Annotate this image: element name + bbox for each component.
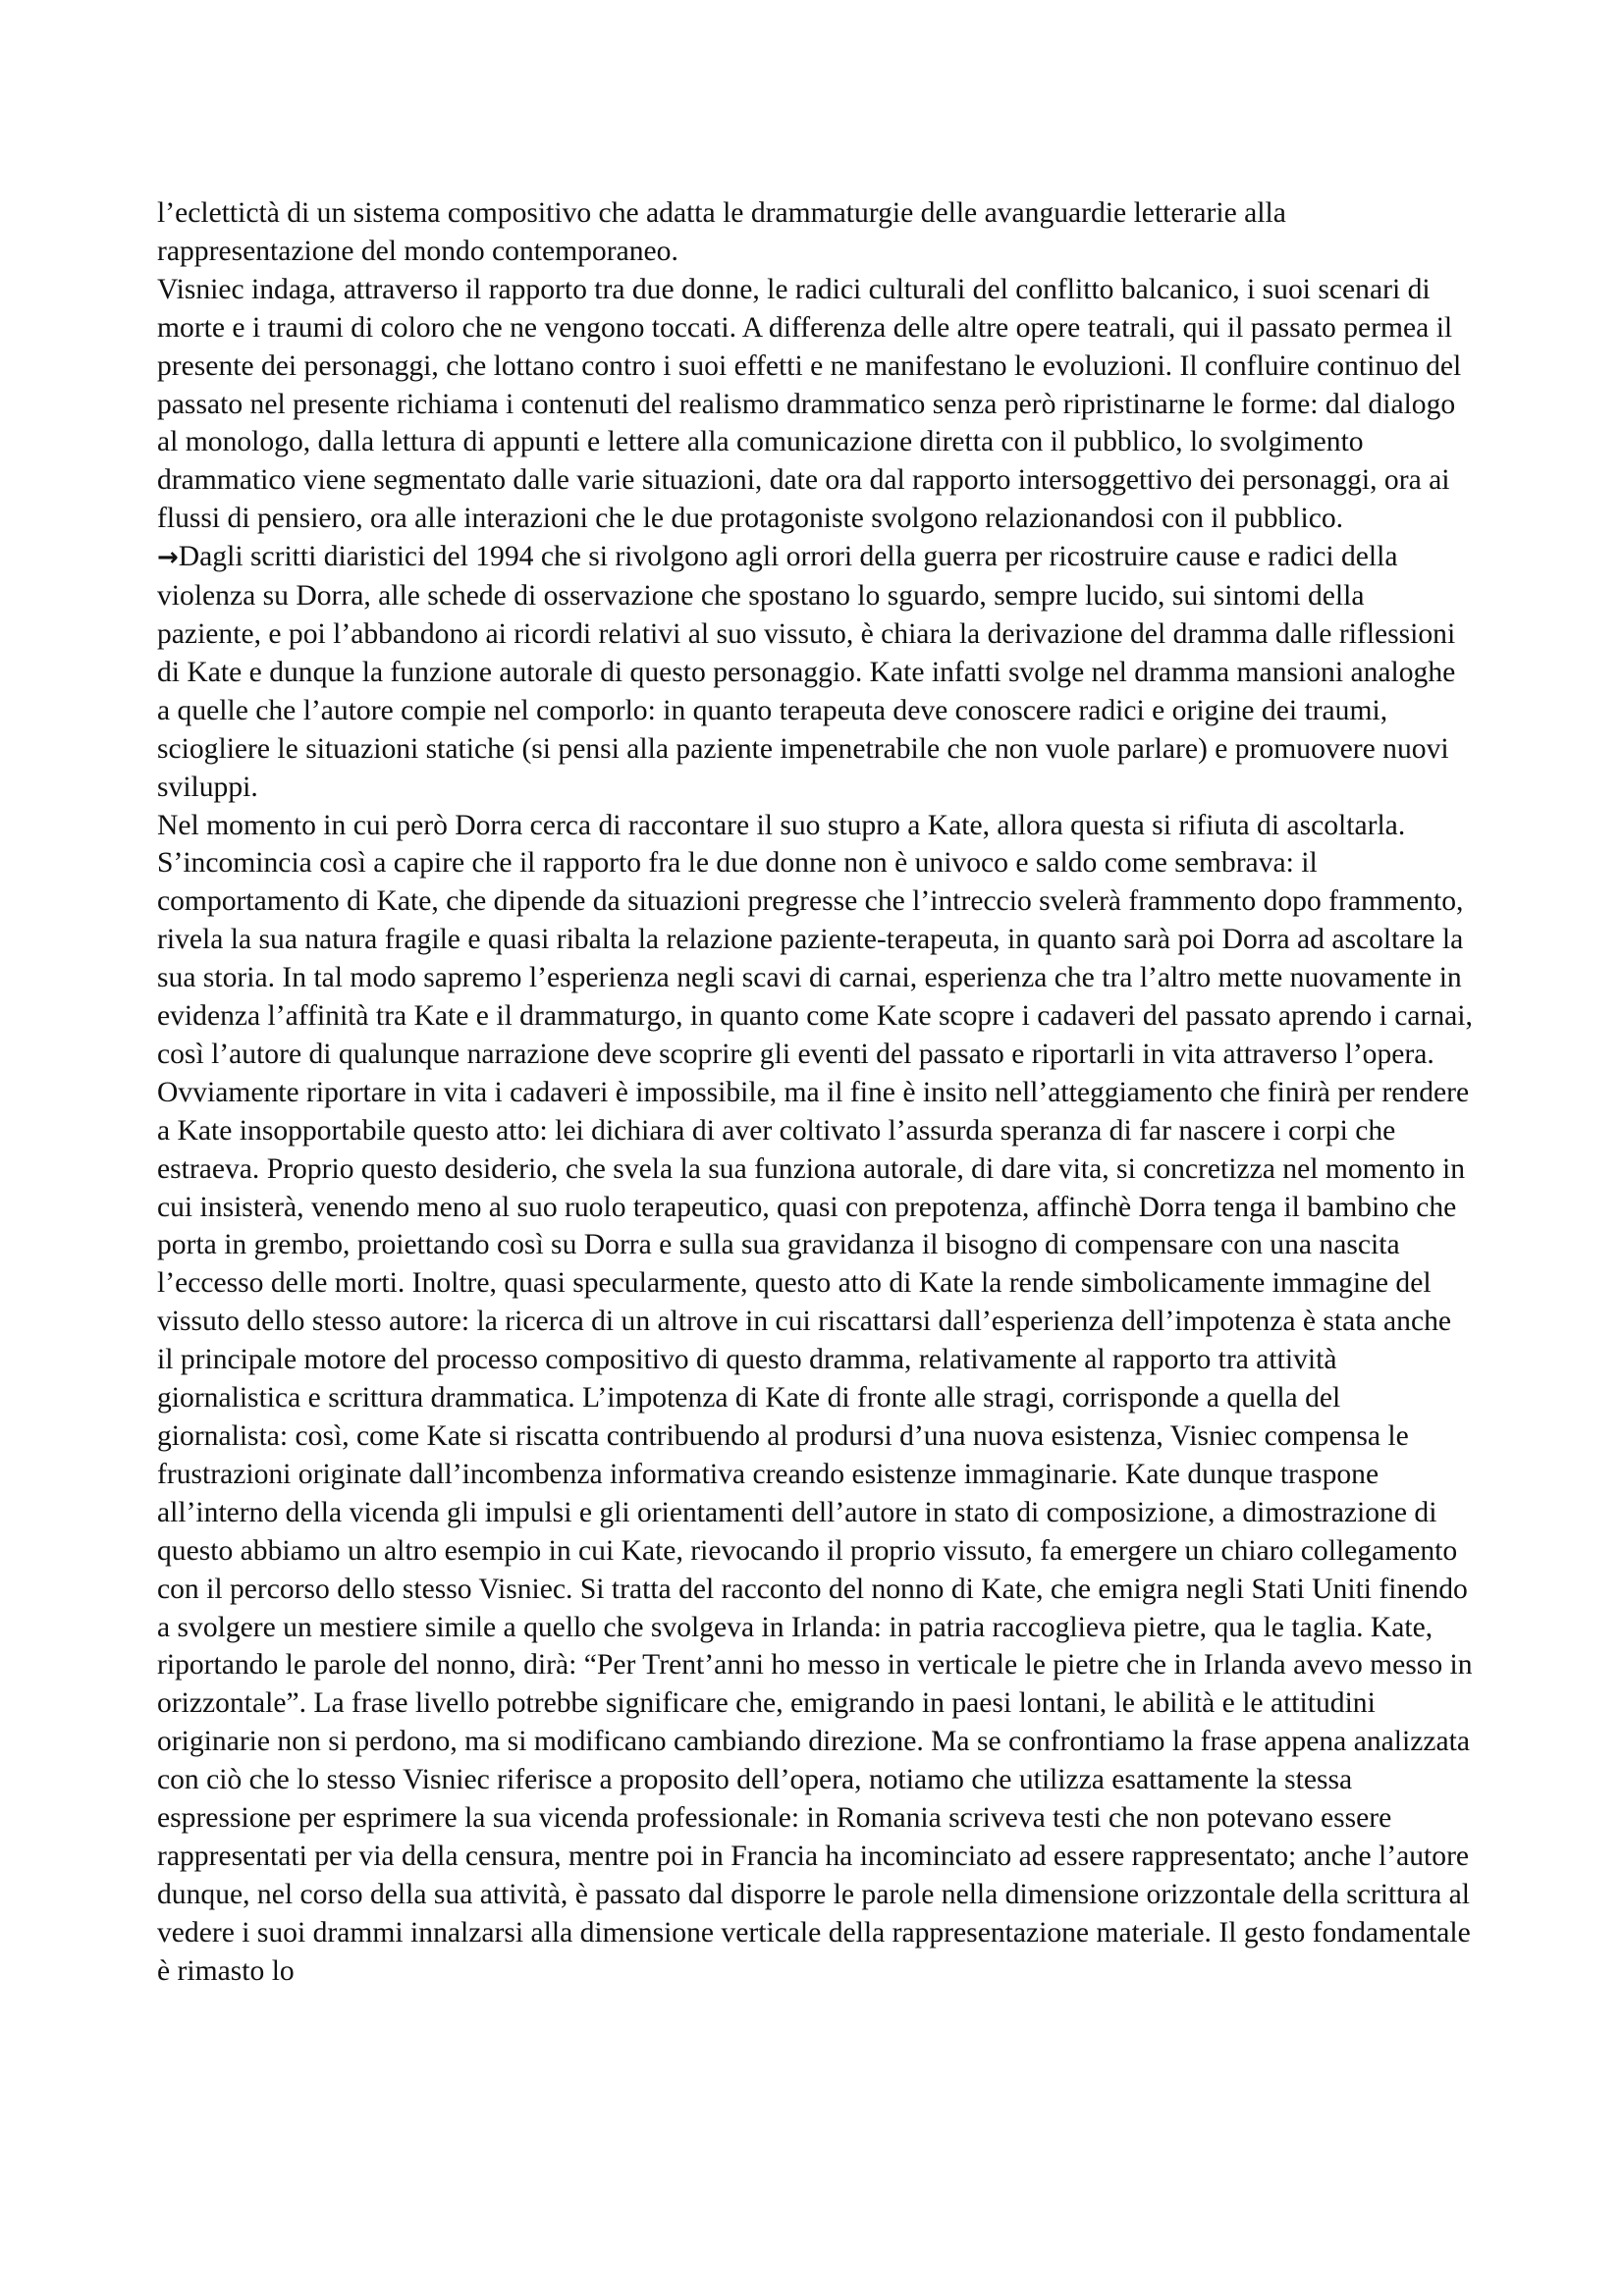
paragraph-2: [157, 271, 1473, 538]
paragraph-text: Visniec indaga, attraverso il rapporto tra due donne, le radici culturali del conflitto balcanico, i suoi scenari di morte e i traumi di coloro che ne vengono toccati. A differenza delle altre opere teatrali, qui il passato permea il presente dei personaggi, che lottano contro i suoi effetti e ne manifestano le evoluzioni. Il confluire continuo del passato nel presente richiama i contenuti del realismo drammatico senza però ripristinarne le forme: dal dialogo al monologo, dalla lettura di appunti e lettere alla comunicazione diretta con il pubblico, lo svolgimento drammatico viene segmentato dalle varie situazioni, date ora dal rapporto intersoggettivo dei personaggi, ora ai flussi di pensiero, ora alle interazioni che le due protagoniste svolgono relazionandosi con il pubblico.: [157, 273, 1462, 535]
paragraph-4: [157, 807, 1473, 1991]
paragraph-text: l’eclettictà di un sistema compositivo che adatta le drammaturgie delle avanguardie letterarie alla rappresentazione del mondo contemporaneo.: [157, 197, 1286, 267]
paragraph-3: [157, 538, 1473, 806]
paragraph-text: Nel momento in cui però Dorra cerca di raccontare il suo stupro a Kate, allora questa si rifiuta di ascoltarla. S’incomincia così a capire che il rapporto fra le due donne non è univoco e saldo come sembrava: il comportamento di Kate, che dipende da situazioni pregresse che l’intreccio svelerà frammento dopo frammento, rivela la sua natura fragile e quasi ribalta la relazione paziente-terapeuta, in quanto sarà poi Dorra ad ascoltare la sua storia. In tal modo sapremo l’esperienza negli scavi di carnai, esperienza che tra l’altro mette nuovamente in evidenza l’affinità tra Kate e il drammaturgo, in quanto come Kate scopre i cadaveri del passato aprendo i carnai, così l’autore di qualunque narrazione deve scoprire gli eventi del passato e riportarli in vita attraverso l’opera. Ovviamente riportare in vita i cadaveri è impossibile, ma il fine è insito nell’atteggiamento che finirà per rendere a Kate insopportabile questo atto: lei dichiara di aver coltivato l’assurda speranza di far nascere i corpi che estraeva. Proprio questo desiderio, che svela la sua funziona autorale, di dare vita, si concretizza nel momento in cui insisterà, venendo meno al suo ruolo terapeutico, quasi con prepotenza, affinchè Dorra tenga il bambino che porta in grembo, proiettando così su Dorra e sulla sua gravidanza il bisogno di compensare con una nascita l’eccesso delle morti. Inoltre, quasi specularmente, questo atto di Kate la rende simbolicamente immagine del vissuto dello stesso autore: la ricerca di un altrove in cui riscattarsi dall’esperienza dell’impotenza è stata anche il principale motore del processo compositivo di questo dramma, relativamente al rapporto tra attività giornalistica e scrittura drammatica. L’impotenza di Kate di fronte alle stragi, corrisponde a quella del giornalista: così, come Kate si riscatta contribuendo al prodursi d’una nuova esistenza, Visniec compensa le frustrazioni originate dall’incombenza informativa creando esistenze immaginarie. Kate dunque traspone all’interno della vicenda gli impulsi e gli orientamenti dell’autore in stato di composizione, a dimostrazione di questo abbiamo un altro esempio in cui Kate, rievocando il proprio vissuto, fa emergere un chiaro collegamento con il percorso dello stesso Visniec. Si tratta del racconto del nonno di Kate, che emigra negli Stati Uniti finendo a svolgere un mestiere simile a quello che svolgeva in Irlanda: in patria raccoglieva pietre, qua le taglia. Kate, riportando le parole del nonno, dirà: “Per Trent’anni ho messo in verticale le pietre che in Irlanda avevo messo in orizzontale”. La frase livello potrebbe significare che, emigrando in paesi lontani, le abilità e le attitudini originarie non si perdono, ma si modificano cambiando direzione. Ma se confrontiamo la frase appena analizzata con ciò che lo stesso Visniec riferisce a proposito dell’opera, notiamo che utilizza esattamente la stessa espressione per esprimere la sua vicenda professionale: in Romania scriveva testi che non potevano essere rappresentati per via della censura, mentre poi in Francia ha incominciato ad essere rappresentato; anche l’autore dunque, nel corso della sua attività, è passato dal disporre le parole nella dimensione orizzontale della scrittura al vedere i suoi drammi innalzarsi alla dimensione verticale della rappresentazione materiale. Il gesto fondamentale è rimasto lo: [157, 809, 1473, 1987]
paragraph-1: [157, 194, 1473, 271]
arrow-right-icon: →: [157, 543, 179, 573]
paragraph-text: Dagli scritti diaristici del 1994 che si rivolgono agli orrori della guerra per ricostruire cause e radici della violenza su Dorra, alle schede di osservazione che spostano lo sguardo, sempre lucido, sui sintomi della paziente, e poi l’abbandono ai ricordi relativi al suo vissuto, è chiara la derivazione del dramma dalle riflessioni di Kate e dunque la funzione autorale di questo personaggio. Kate infatti svolge nel dramma mansioni analoghe a quelle che l’autore compie nel comporlo: in quanto terapeuta deve conoscere radici e origine dei traumi, sciogliere le situazioni statiche (si pensi alla paziente impenetrabile che non vuole parlare) e promuovere nuovi sviluppi.: [157, 541, 1456, 803]
document-body: [157, 194, 1473, 1991]
